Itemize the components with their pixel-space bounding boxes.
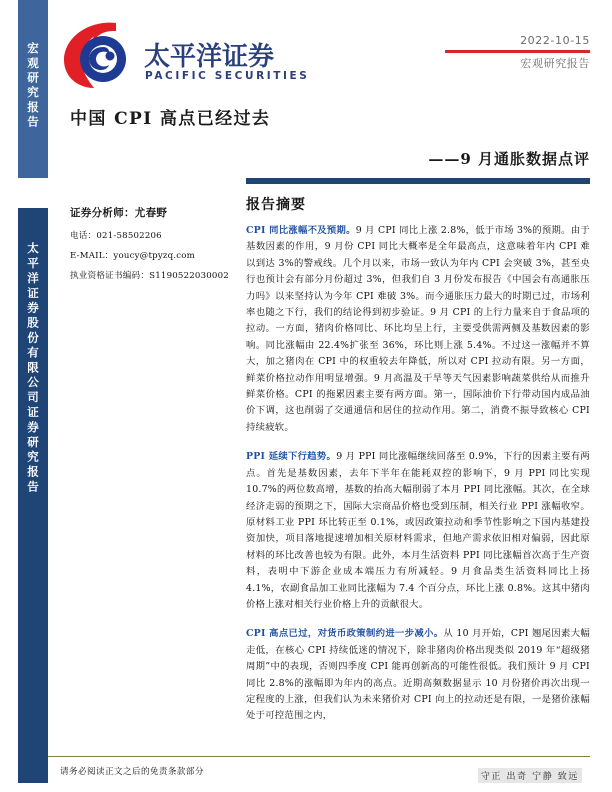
analyst-info-block: [70, 205, 240, 289]
paragraph-body: 9 月 PPI 同比涨幅继续回落至 0.9%，下行的因素主要有两点。首先是基数因素，去年下半年在能耗双控的影响下，9 月 PPI 同比实现 10.7%的两位数高增，基数的抬高大幅削弱了本月 PPI 同比涨幅。其次，在全球经济走弱的预期之下，国际大宗商品价格也受到压制，相关行业 PPI 涨幅收窄。原材料工业 PPI 环比转正至 0.1%，或因政策拉动和季节性影响之下国内基建投资加快，项目落地提速增加相关原材料需求，但地产需求依旧相对偏弱，因此原材料的环比改善也较为有限。此外，本月生活资料 PPI 同比涨幅首次高于生产资料，表明中下游企业成本端压力有所减轻。9 月食品类生活资料同比上扬 4.1%，农副食品加工业同比涨幅为 7.4 个百分点，环比上涨 0.8%。这其中猪肉价格上涨对相关行业价格上升的贡献很大。: [246, 451, 590, 610]
footer-divider: [48, 756, 590, 757]
brand-name-cn: 太平洋证券: [144, 42, 275, 72]
brand-name-en: PACIFIC SECURITIES: [145, 70, 310, 82]
sidebar-rail-top-label: 宏观研究报告: [26, 42, 40, 131]
summary-paragraph: [246, 626, 590, 724]
paragraph-lead: CPI 同比涨幅不及预期。: [246, 225, 356, 236]
paragraph-body: 9 月 CPI 同比上涨 2.8%，低于市场 3%的预期。由于基数因素的作用，9 月份 CPI 同比大概率是全年最高点，这意味着年内 CPI 难以到达 3%的警戒线。几个月以来，市场一致认为年内 CPI 会突破 3%，甚至央行也预计会有部分月份超过 3%，但我们自 3 月份发布报告《中国会有高通胀压力吗》以来坚持认为今年 CPI 难破 3%。而今通胀压力最大的时期已过，市场利率也随之下行，我们的结论得到初步验证。9 月 CPI 的上行力量来自于食品项的拉动。一方面，猪肉价格同比、环比均呈上行，主要受供需两侧及基数因素的影响。同比涨幅由 22.4%扩张至 36%，环比则上涨 5.4%。不过这一涨幅并不算大，加之猪肉在 CPI 中的权重较去年降低，所以对 CPI 拉动有限。另一方面，鲜菜价格拉动作用明显增强。9 月高温及干旱等天气因素影响蔬菜供给从而推升鲜菜价格。CPI 的拖累因素主要有两方面。第一，国际油价下行带动国内成品油价下调，这也削弱了交通通信和居住的拉动作用。第二，消费不振导致核心 CPI 持续疲软。: [246, 225, 590, 433]
footer-slogan: 守正 出奇 宁静 致远: [478, 768, 582, 783]
paragraph-body: 从 10 月开始，CPI 翘尾因素大幅走低，在核心 CPI 持续低迷的情况下，除非猪肉价格出现类似 2019 年“超级猪周期”中的表现，否则四季度 CPI 能再创新高的可能性很低。我们预计 9 月 CPI 同比 2.8%的涨幅即为年内的高点。近期高频数据显示 10 月份猪价再次出现一定程度的上涨，但我们认为未来猪价对 CPI 向上的拉动还是有限，一是猪价涨幅处于可控范围之内，: [246, 628, 590, 722]
summary-paragraph: [246, 449, 590, 613]
paragraph-lead: CPI 高点已过，对货币政策制约进一步减小。: [246, 628, 444, 640]
red-divider: [445, 50, 590, 53]
sidebar-rail-top: [18, 0, 48, 178]
report-category: 宏观研究报告: [520, 56, 590, 70]
report-date: 2022-10-15: [520, 34, 590, 47]
footer-disclaimer: 请务必阅读正文之后的免责条款部分: [60, 767, 204, 777]
section-divider-bar: [246, 178, 590, 184]
brand-header: [58, 14, 308, 94]
summary-heading: 报告摘要: [246, 197, 306, 213]
pacific-securities-swoosh-logo-icon: [58, 18, 134, 90]
sidebar-rail-bottom-label: 太平洋证券股份有限公司证券研究报告: [26, 242, 40, 496]
page-title: 中国 CPI 高点已经过去: [70, 109, 271, 129]
sidebar-rail-bottom: [18, 208, 48, 783]
analyst-name: 证券分析师：尤春野: [70, 207, 168, 219]
report-meta: [360, 34, 590, 71]
analyst-email: E-MAIL：youcy@tpyzq.com: [70, 251, 195, 261]
paragraph-lead: PPI 延续下行趋势。: [246, 451, 337, 463]
analyst-phone: 电话：021-58502206: [70, 231, 162, 241]
report-summary-column: [246, 178, 590, 738]
analyst-license: 执业资格证书编码：S1190522030002: [70, 271, 229, 281]
summary-paragraph: [246, 223, 590, 436]
page-subtitle: ——9 月通胀数据点评: [428, 150, 590, 168]
